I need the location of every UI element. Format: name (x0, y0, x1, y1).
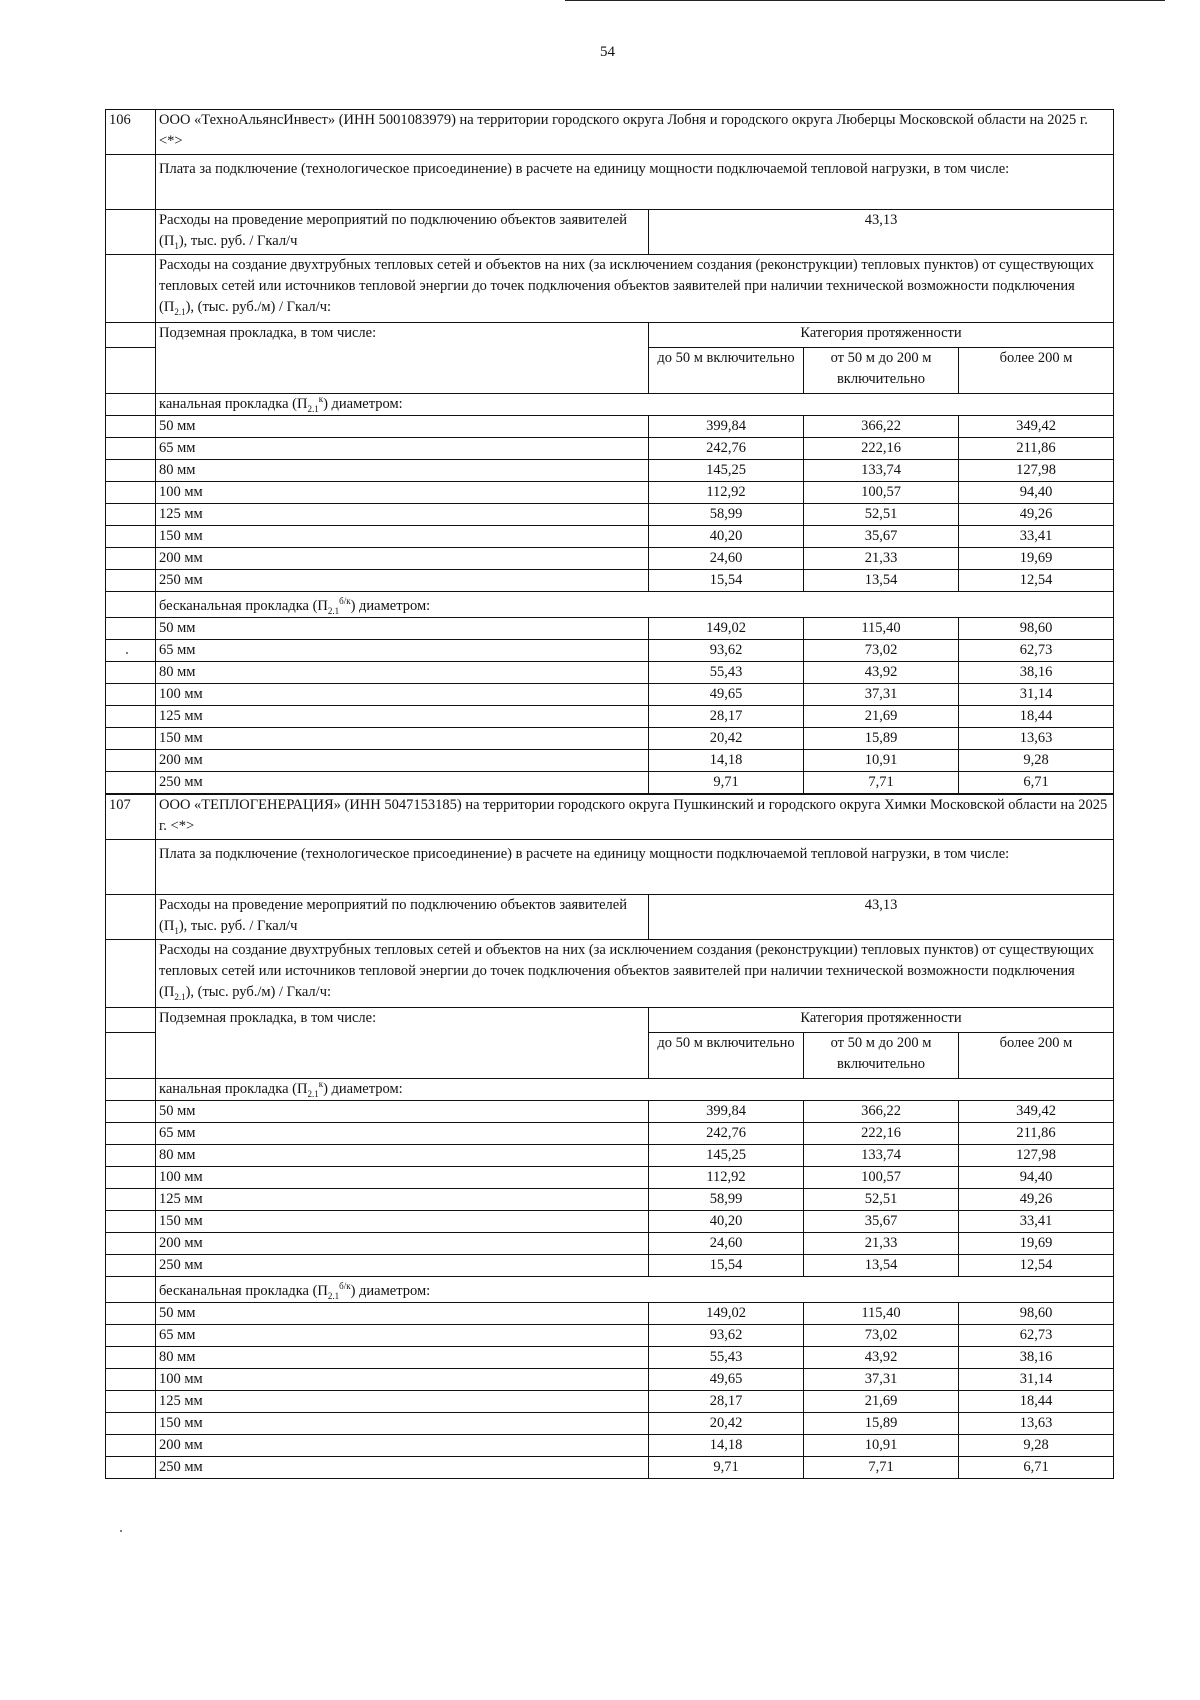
table-row (106, 482, 1114, 504)
diameter-label: 200 мм (156, 1435, 649, 1457)
column-header: от 50 м до 200 м включительно (804, 1033, 959, 1079)
entry-number-cell (106, 895, 156, 940)
tariff-value: 33,41 (959, 1211, 1114, 1233)
table-row (106, 1457, 1114, 1479)
tariff-value: 18,44 (959, 706, 1114, 728)
column-header: более 200 м (959, 348, 1114, 394)
p1-label (156, 895, 649, 940)
label-text: ) диаметром: (323, 396, 403, 412)
table-row (106, 1435, 1114, 1457)
entry-number-cell (106, 438, 156, 460)
diameter-label: 50 мм (156, 1303, 649, 1325)
tariff-value: 98,60 (959, 618, 1114, 640)
tariff-value: 112,92 (649, 482, 804, 504)
tariff-value: 38,16 (959, 1347, 1114, 1369)
tariff-value: 13,54 (804, 570, 959, 592)
tariff-value: 399,84 (649, 416, 804, 438)
tariff-value: 12,54 (959, 570, 1114, 592)
diameter-label: 65 мм (156, 1325, 649, 1347)
fee-intro: Плата за подключение (технологическое присоединение) в расчете на единицу мощности подключаемой тепловой нагрузки, в том числе: (156, 840, 1114, 895)
entry-number-cell (106, 1413, 156, 1435)
tariff-value: 98,60 (959, 1303, 1114, 1325)
tariff-value: 366,22 (804, 416, 959, 438)
label-text: канальная прокладка (П (159, 1081, 308, 1097)
tariff-value: 19,69 (959, 548, 1114, 570)
diameter-label: 65 мм (156, 438, 649, 460)
table-row (106, 526, 1114, 548)
subscript: 2.1 (327, 605, 340, 616)
tariff-value: 9,71 (649, 772, 804, 794)
underground-label: Подземная прокладка, в том числе: (156, 323, 649, 394)
entry-number-cell (106, 750, 156, 772)
entry-number: 106 (106, 110, 156, 155)
table-row (106, 728, 1114, 750)
subscript: 2.1 (327, 1290, 340, 1301)
table-row (106, 1167, 1114, 1189)
entry-number-cell (106, 460, 156, 482)
column-header: более 200 м (959, 1033, 1114, 1079)
tariff-value: 62,73 (959, 1325, 1114, 1347)
table-row (106, 1123, 1114, 1145)
table-row (106, 1277, 1114, 1303)
entry-number-cell (106, 728, 156, 750)
tariff-value: 13,63 (959, 1413, 1114, 1435)
table-row (106, 1008, 1114, 1033)
scan-speck (126, 652, 128, 654)
page-number: 54 (600, 44, 615, 60)
superscript: б/к (339, 596, 351, 607)
group-label (156, 1277, 1114, 1303)
diameter-label: 50 мм (156, 416, 649, 438)
diameter-label: 250 мм (156, 1255, 649, 1277)
tariff-value: 7,71 (804, 772, 959, 794)
entry-number-cell (106, 526, 156, 548)
table-row (106, 438, 1114, 460)
tariff-value: 399,84 (649, 1101, 804, 1123)
diameter-label: 125 мм (156, 1391, 649, 1413)
tariff-value: 145,25 (649, 1145, 804, 1167)
table-row (106, 570, 1114, 592)
tariff-value: 349,42 (959, 1101, 1114, 1123)
tariff-value: 49,65 (649, 1369, 804, 1391)
entry-number-cell (106, 416, 156, 438)
entry-number-cell (106, 348, 156, 394)
tariff-entry-106 (105, 109, 1114, 794)
tariff-value: 33,41 (959, 526, 1114, 548)
p1-value: 43,13 (649, 895, 1114, 940)
table-row (106, 1211, 1114, 1233)
diameter-label: 250 мм (156, 772, 649, 794)
tariff-value: 73,02 (804, 1325, 959, 1347)
entry-number-cell (106, 548, 156, 570)
group-label (156, 1079, 1114, 1101)
column-header: от 50 м до 200 м включительно (804, 348, 959, 394)
tariff-value: 6,71 (959, 772, 1114, 794)
entry-number-cell (106, 1233, 156, 1255)
diameter-label: 80 мм (156, 1145, 649, 1167)
label-text: ) диаметром: (350, 598, 431, 614)
entry-number-cell (106, 684, 156, 706)
tariff-value: 9,28 (959, 750, 1114, 772)
tariff-value: 10,91 (804, 750, 959, 772)
tariff-value: 9,28 (959, 1435, 1114, 1457)
diameter-label: 80 мм (156, 1347, 649, 1369)
table-row (106, 895, 1114, 940)
entry-number-cell (106, 1079, 156, 1101)
subscript: 1 (174, 925, 179, 936)
tariff-value: 9,71 (649, 1457, 804, 1479)
diameter-label: 80 мм (156, 460, 649, 482)
diameter-label: 200 мм (156, 750, 649, 772)
table-row (106, 548, 1114, 570)
label-text: ) диаметром: (350, 1283, 431, 1299)
diameter-label: 125 мм (156, 706, 649, 728)
tariff-value: 149,02 (649, 618, 804, 640)
diameter-label: 65 мм (156, 1123, 649, 1145)
entry-number-cell (106, 1211, 156, 1233)
tariff-value: 149,02 (649, 1303, 804, 1325)
entry-number-cell (106, 706, 156, 728)
table-row (106, 772, 1114, 794)
tariff-value: 93,62 (649, 1325, 804, 1347)
tariff-value: 37,31 (804, 1369, 959, 1391)
table-row (106, 592, 1114, 618)
entry-number-cell (106, 1167, 156, 1189)
tariff-value: 49,26 (959, 504, 1114, 526)
tariff-value: 43,92 (804, 662, 959, 684)
diameter-label: 150 мм (156, 728, 649, 750)
tariff-value: 58,99 (649, 1189, 804, 1211)
table-row (106, 618, 1114, 640)
diameter-label: 200 мм (156, 548, 649, 570)
table-row (106, 1369, 1114, 1391)
diameter-label: 50 мм (156, 1101, 649, 1123)
tariff-document (105, 109, 1113, 1479)
tariff-value: 55,43 (649, 1347, 804, 1369)
table-row (106, 1079, 1114, 1101)
subscript: 1 (174, 240, 179, 251)
entry-number-cell (106, 394, 156, 416)
tariff-value: 58,99 (649, 504, 804, 526)
tariff-value: 211,86 (959, 438, 1114, 460)
tariff-value: 49,26 (959, 1189, 1114, 1211)
tariff-value: 73,02 (804, 640, 959, 662)
diameter-label: 200 мм (156, 1233, 649, 1255)
tariff-value: 14,18 (649, 750, 804, 772)
entry-number-cell (106, 570, 156, 592)
p1-label (156, 210, 649, 255)
p21-label (156, 940, 1114, 1008)
diameter-label: 80 мм (156, 662, 649, 684)
table-row (106, 394, 1114, 416)
tariff-value: 6,71 (959, 1457, 1114, 1479)
tariff-value: 40,20 (649, 1211, 804, 1233)
p21-label (156, 255, 1114, 323)
entry-number-cell (106, 1033, 156, 1079)
tariff-value: 112,92 (649, 1167, 804, 1189)
entry-number-cell (106, 1347, 156, 1369)
entry-number-cell (106, 840, 156, 895)
tariff-value: 40,20 (649, 526, 804, 548)
tariff-value: 31,14 (959, 684, 1114, 706)
label-text: Расходы на создание двухтрубных тепловых сетей и объектов на них (за исключением создания (реконструкции) тепловых пунктов) от существующих тепловых сетей или источников тепловой энергии до точек подключения объектов заявителей при наличии технической возможности подключения (П (159, 942, 1095, 1000)
tariff-value: 31,14 (959, 1369, 1114, 1391)
entry-number-cell (106, 1189, 156, 1211)
diameter-label: 65 мм (156, 640, 649, 662)
table-row (106, 323, 1114, 348)
table-row (106, 795, 1114, 840)
tariff-value: 15,89 (804, 728, 959, 750)
table-row (106, 940, 1114, 1008)
column-header: до 50 м включительно (649, 1033, 804, 1079)
diameter-label: 100 мм (156, 684, 649, 706)
tariff-value: 366,22 (804, 1101, 959, 1123)
tariff-value: 19,69 (959, 1233, 1114, 1255)
tariff-value: 28,17 (649, 1391, 804, 1413)
label-text: бесканальная прокладка (П (159, 598, 328, 614)
tariff-value: 43,92 (804, 1347, 959, 1369)
tariff-value: 35,67 (804, 526, 959, 548)
label-text: Расходы на проведение мероприятий по подключению объектов заявителей (П (159, 897, 627, 934)
table-row (106, 255, 1114, 323)
tariff-value: 349,42 (959, 416, 1114, 438)
table-row (106, 1233, 1114, 1255)
scan-edge-line (565, 0, 1165, 1)
label-text: ), (тыс. руб./м) / Гкал/ч: (185, 299, 332, 315)
tariff-value: 242,76 (649, 438, 804, 460)
table-row (106, 504, 1114, 526)
organization-title: ООО «ТехноАльянсИнвест» (ИНН 5001083979) на территории городского округа Лобня и городского округа Люберцы Московской области на 2025 г. <*> (156, 110, 1114, 155)
diameter-label: 150 мм (156, 526, 649, 548)
table-row (106, 1101, 1114, 1123)
entry-number-cell (106, 1277, 156, 1303)
entry-number-cell (106, 592, 156, 618)
diameter-label: 125 мм (156, 1189, 649, 1211)
label-text: ) диаметром: (323, 1081, 403, 1097)
tariff-value: 133,74 (804, 460, 959, 482)
tariff-value: 62,73 (959, 640, 1114, 662)
tariff-value: 127,98 (959, 1145, 1114, 1167)
group-label (156, 394, 1114, 416)
table-row (106, 750, 1114, 772)
subscript: 2.1 (307, 1088, 319, 1099)
table-row (106, 1303, 1114, 1325)
underground-label: Подземная прокладка, в том числе: (156, 1008, 649, 1079)
table-row (106, 110, 1114, 155)
table-row (106, 1391, 1114, 1413)
tariff-value: 100,57 (804, 1167, 959, 1189)
table-row (106, 640, 1114, 662)
tariff-value: 222,16 (804, 438, 959, 460)
entry-number-cell (106, 323, 156, 348)
diameter-label: 250 мм (156, 570, 649, 592)
tariff-value: 127,98 (959, 460, 1114, 482)
superscript: к (318, 394, 324, 405)
tariff-value: 18,44 (959, 1391, 1114, 1413)
tariff-value: 20,42 (649, 728, 804, 750)
tariff-value: 15,54 (649, 570, 804, 592)
entry-number-cell (106, 155, 156, 210)
diameter-label: 150 мм (156, 1413, 649, 1435)
tariff-value: 10,91 (804, 1435, 959, 1457)
entry-number-cell (106, 1255, 156, 1277)
tariff-value: 145,25 (649, 460, 804, 482)
entry-number-cell (106, 940, 156, 1008)
table-row (106, 1145, 1114, 1167)
entry-number: 107 (106, 795, 156, 840)
tariff-value: 38,16 (959, 662, 1114, 684)
table-row (106, 662, 1114, 684)
table-row (106, 684, 1114, 706)
tariff-value: 242,76 (649, 1123, 804, 1145)
diameter-label: 100 мм (156, 1167, 649, 1189)
entry-number-cell (106, 1101, 156, 1123)
tariff-value: 100,57 (804, 482, 959, 504)
tariff-value: 52,51 (804, 1189, 959, 1211)
table-row (106, 840, 1114, 895)
entry-number-cell (106, 640, 156, 662)
fee-intro: Плата за подключение (технологическое присоединение) в расчете на единицу мощности подключаемой тепловой нагрузки, в том числе: (156, 155, 1114, 210)
label-text: Расходы на проведение мероприятий по подключению объектов заявителей (П (159, 212, 627, 249)
superscript: б/к (339, 1281, 351, 1292)
scan-speck (120, 1530, 122, 1532)
diameter-label: 125 мм (156, 504, 649, 526)
tariff-value: 15,54 (649, 1255, 804, 1277)
table-row (106, 1325, 1114, 1347)
entry-number-cell (106, 618, 156, 640)
tariff-value: 12,54 (959, 1255, 1114, 1277)
entry-number-cell (106, 210, 156, 255)
tariff-value: 21,33 (804, 1233, 959, 1255)
tariff-value: 20,42 (649, 1413, 804, 1435)
entry-number-cell (106, 1303, 156, 1325)
tariff-value: 13,63 (959, 728, 1114, 750)
tariff-value: 115,40 (804, 1303, 959, 1325)
entry-number-cell (106, 1369, 156, 1391)
p1-value: 43,13 (649, 210, 1114, 255)
entry-number-cell (106, 255, 156, 323)
label-text: ), тыс. руб. / Гкал/ч (178, 918, 298, 934)
tariff-value: 94,40 (959, 1167, 1114, 1189)
entry-number-cell (106, 1123, 156, 1145)
table-row (106, 210, 1114, 255)
tariff-value: 21,33 (804, 548, 959, 570)
table-row (106, 1413, 1114, 1435)
tariff-value: 94,40 (959, 482, 1114, 504)
diameter-label: 150 мм (156, 1211, 649, 1233)
entry-number-cell (106, 1435, 156, 1457)
tariff-value: 115,40 (804, 618, 959, 640)
table-row (106, 460, 1114, 482)
tariff-value: 133,74 (804, 1145, 959, 1167)
tariff-value: 14,18 (649, 1435, 804, 1457)
entry-number-cell (106, 1008, 156, 1033)
tariff-value: 21,69 (804, 706, 959, 728)
subscript: 2.1 (174, 991, 186, 1002)
table-row (106, 416, 1114, 438)
tariff-value: 24,60 (649, 548, 804, 570)
organization-title: ООО «ТЕПЛОГЕНЕРАЦИЯ» (ИНН 5047153185) на территории городского округа Пушкинский и городского округа Химки Московской области на 2025 г. <*> (156, 795, 1114, 840)
tariff-value: 15,89 (804, 1413, 959, 1435)
tariff-value: 55,43 (649, 662, 804, 684)
table-row (106, 706, 1114, 728)
category-header: Категория протяженности (649, 323, 1114, 348)
column-header: до 50 м включительно (649, 348, 804, 394)
label-text: бесканальная прокладка (П (159, 1283, 328, 1299)
tariff-value: 24,60 (649, 1233, 804, 1255)
group-label (156, 592, 1114, 618)
label-text: ), (тыс. руб./м) / Гкал/ч: (185, 984, 332, 1000)
category-header: Категория протяженности (649, 1008, 1114, 1033)
table-row (106, 1189, 1114, 1211)
label-text: Расходы на создание двухтрубных тепловых сетей и объектов на них (за исключением создания (реконструкции) тепловых пунктов) от существующих тепловых сетей или источников тепловой энергии до точек подключения объектов заявителей при наличии технической возможности подключения (П (159, 257, 1095, 315)
diameter-label: 50 мм (156, 618, 649, 640)
entry-number-cell (106, 1391, 156, 1413)
superscript: к (318, 1079, 324, 1090)
entry-number-cell (106, 1457, 156, 1479)
entry-number-cell (106, 1325, 156, 1347)
diameter-label: 100 мм (156, 1369, 649, 1391)
label-text: канальная прокладка (П (159, 396, 308, 412)
entry-number-cell (106, 504, 156, 526)
table-row (106, 155, 1114, 210)
tariff-value: 222,16 (804, 1123, 959, 1145)
tariff-value: 93,62 (649, 640, 804, 662)
table-row (106, 1255, 1114, 1277)
entry-number-cell (106, 482, 156, 504)
tariff-value: 35,67 (804, 1211, 959, 1233)
entry-number-cell (106, 1145, 156, 1167)
tariff-value: 49,65 (649, 684, 804, 706)
tariff-value: 37,31 (804, 684, 959, 706)
tariff-value: 21,69 (804, 1391, 959, 1413)
tariff-value: 7,71 (804, 1457, 959, 1479)
diameter-label: 250 мм (156, 1457, 649, 1479)
subscript: 2.1 (174, 306, 186, 317)
diameter-label: 100 мм (156, 482, 649, 504)
label-text: ), тыс. руб. / Гкал/ч (178, 233, 298, 249)
table-row (106, 1347, 1114, 1369)
entry-number-cell (106, 772, 156, 794)
tariff-value: 52,51 (804, 504, 959, 526)
tariff-value: 211,86 (959, 1123, 1114, 1145)
tariff-entry-107 (105, 794, 1114, 1479)
tariff-value: 28,17 (649, 706, 804, 728)
entry-number-cell (106, 662, 156, 684)
tariff-value: 13,54 (804, 1255, 959, 1277)
subscript: 2.1 (307, 403, 319, 414)
